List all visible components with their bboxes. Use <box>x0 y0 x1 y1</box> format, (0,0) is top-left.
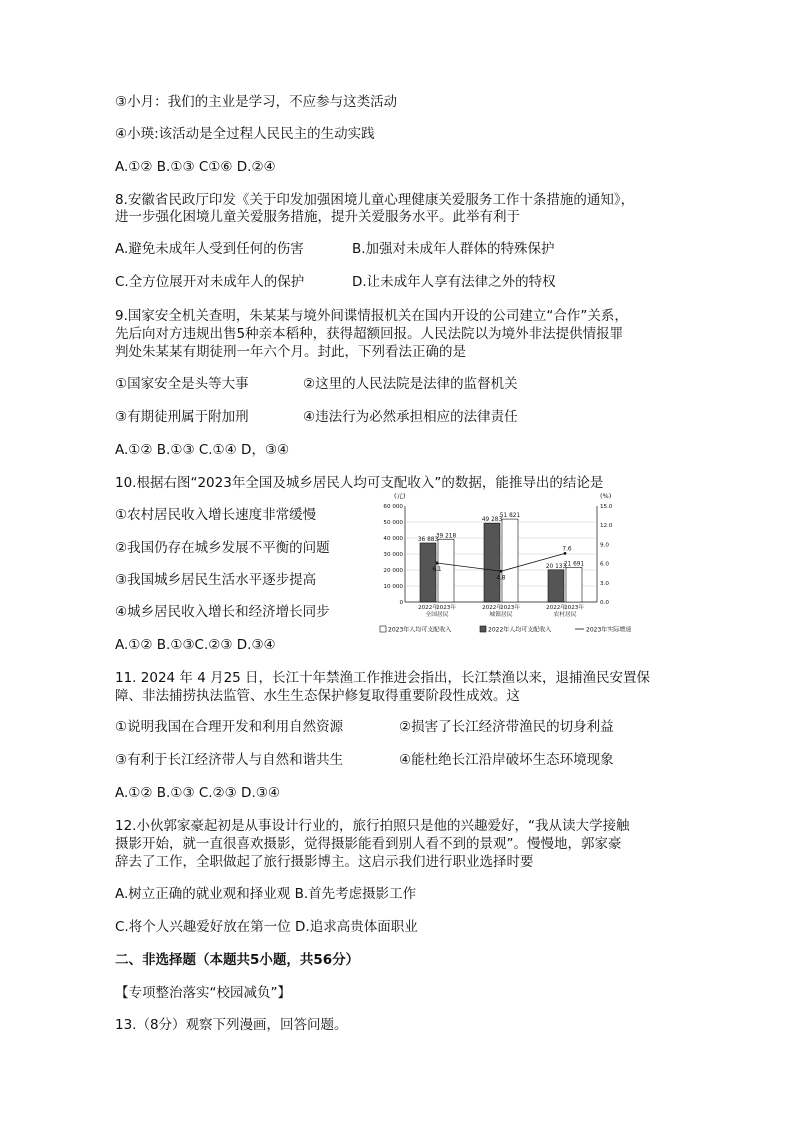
q11-stem-line-2: 障、非法捕捞执法监管、水生生态保护修复取得重要阶段性成效。这 <box>115 688 520 704</box>
left-tick-label: 60 000 <box>383 504 403 510</box>
bar-2022-value-label: 20 133 <box>545 563 567 570</box>
growth-point <box>500 570 503 573</box>
q12-stem-line-2: 摄影开始，就一直很喜欢摄影，觉得摄影能看到别人看不到的景观”。慢慢地，郭家豪 <box>115 836 622 852</box>
year-label: 2022年 <box>482 605 502 611</box>
right-axis-unit: (%) <box>600 492 612 500</box>
topic-heading: 【专项整治落实“校园减负”】 <box>115 985 291 1001</box>
q9-stem-line-2: 先后向对方违规出售5种亲本稻种，获得超额回报。人民法院以为境外非法提供情报罪 <box>115 326 624 342</box>
q7-option-4: ④小瑛:该活动是全过程人民民主的生动实践 <box>115 126 375 142</box>
q11-option-4: ④能杜绝长江沿岸破坏生态环境现象 <box>399 752 614 768</box>
q10-answers: A.①② B.①③C.②③ D.③④ <box>115 637 276 653</box>
q11-option-1: ①说明我国在合理开发和利用自然资源 <box>115 719 344 735</box>
q9-option-3: ③有期徒刑属于附加刑 <box>115 409 249 425</box>
legend-2022: 2022年人均可支配收入 <box>488 626 552 634</box>
right-tick-label: 15.0 <box>600 504 613 510</box>
q9-option-1: ①国家安全是头等大事 <box>115 376 249 392</box>
bar-2023-value-label: 51 821 <box>499 513 521 520</box>
year-label: 2022年 <box>418 605 438 611</box>
left-tick-label: 20 000 <box>383 568 403 574</box>
year-label: 2022年 <box>546 605 566 611</box>
growth-value-label: 6.1 <box>432 566 442 573</box>
right-tick-label: 3.0 <box>600 580 609 587</box>
left-tick-label: 0 <box>399 600 403 606</box>
left-tick-label: 50 000 <box>383 520 403 526</box>
q9-answers: A.①② B.①③ C.①④ D，③④ <box>115 442 290 458</box>
q8-stem-line-1: 8.安徽省民政厅印发《关于印发加强困境儿童心理健康关爱服务工作十条措施的通知》， <box>115 192 635 208</box>
bar-2023-value-label: 39 218 <box>435 533 457 540</box>
bar-2023 <box>566 567 582 602</box>
income-chart <box>372 490 652 640</box>
q9-option-4: ④违法行为必然承担相应的法律责任 <box>303 409 518 425</box>
legend-swatch-2022 <box>480 626 486 632</box>
right-tick-label: 0.0 <box>600 600 609 606</box>
legend-swatch-2023 <box>380 626 386 632</box>
bar-2022-value-label: 36 883 <box>417 536 439 543</box>
q13-stem: 13.（8分）观察下列漫画，回答问题。 <box>115 1017 348 1033</box>
q12-stem-line-3: 辞去了工作，全职做起了旅行摄影博主。这启示我们进行职业选择时要 <box>115 854 534 870</box>
year-label: 2023年 <box>436 605 456 611</box>
right-tick-label: 12.0 <box>600 523 613 530</box>
bar-2022 <box>484 523 500 602</box>
q10-option-2: ②我国仍存在城乡发展不平衡的问题 <box>115 540 330 556</box>
q9-option-2: ②这里的人民法院是法律的监督机关 <box>303 376 518 392</box>
bar-2022 <box>548 570 564 602</box>
q8-option-d: D.让未成年人享有法律之外的特权 <box>352 274 556 290</box>
q9-stem-line-1: 9.国家安全机关查明，朱某某与境外间谍情报机关在国内开设的公司建立“合作”关系， <box>115 308 628 324</box>
q9-stem-line-3: 判处朱某某有期徒刑一年六个月。封此，下列看法正确的是 <box>115 344 466 360</box>
q7-option-3: ③小月：我们的主业是学习，不应参与这类活动 <box>115 94 398 110</box>
left-tick-label: 30 000 <box>383 552 403 558</box>
growth-value-label: 4.8 <box>496 575 506 582</box>
year-label: 2023年 <box>500 605 520 611</box>
q10-option-4: ④城乡居民收入增长和经济增长同步 <box>115 604 330 620</box>
q12-options-cd: C.将个人兴趣爱好放在第一位 D.追求高贵体面职业 <box>115 919 418 935</box>
group-label: 城镇居民 <box>489 612 513 618</box>
left-tick-label: 10 000 <box>383 584 403 590</box>
q7-answers: A.①② B.①③ C①⑥ D.②④ <box>115 159 276 175</box>
right-tick-label: 6.0 <box>600 561 609 568</box>
legend-2023: 2023年人均可支配收入 <box>388 626 452 634</box>
left-axis-unit: (元) <box>394 492 406 500</box>
q12-stem-line-1: 12.小伙郭家豪起初是从事设计行业的，旅行拍照只是他的兴趣爱好，“我从读大学接触 <box>115 818 630 834</box>
q8-stem-line-2: 进一步强化困境儿童关爱服务措施，提升关爱服务水平。此举有利于 <box>115 209 520 225</box>
q11-option-2: ②损害了长江经济带渔民的切身利益 <box>399 719 614 735</box>
growth-point <box>564 552 567 555</box>
group-label: 农村居民 <box>553 612 577 618</box>
section-heading: 二、非选择题（本题共5小题，共56分） <box>115 952 360 968</box>
year-label: 2023年 <box>564 605 584 611</box>
q11-stem-line-1: 11. 2024 年 4 月25 日，长江十年禁渔工作推进会指出，长江禁渔以来，退捕渔民安置保 <box>115 670 651 686</box>
bar-2023-value-label: 21 691 <box>563 561 585 568</box>
q8-option-b: B.加强对未成年人群体的特殊保护 <box>352 241 555 257</box>
q11-answers: A.①② B.①③ C.②③ D.③④ <box>115 785 280 801</box>
bar-2023 <box>502 519 518 602</box>
q10-option-1: ①农村居民收入增长速度非常缓慢 <box>115 507 317 523</box>
q11-option-3: ③有利于长江经济带人与自然和谐共生 <box>115 752 344 768</box>
group-label: 全国居民 <box>425 612 449 618</box>
growth-point <box>436 562 439 565</box>
growth-value-label: 7.6 <box>562 546 572 553</box>
q8-option-a: A.避免未成年人受到任何的伤害 <box>115 241 304 257</box>
left-tick-label: 40 000 <box>383 536 403 542</box>
bar-2022-value-label: 49 283 <box>481 517 503 524</box>
q12-options-ab: A.树立正确的就业观和择业观 B.首先考虑摄影工作 <box>115 886 417 902</box>
q10-option-3: ③我国城乡居民生活水平逐步提高 <box>115 572 317 588</box>
legend-growth: 2023年实际增速 <box>586 626 632 634</box>
q8-option-c: C.全方位展开对未成年人的保护 <box>115 274 305 290</box>
right-tick-label: 9.0 <box>600 542 609 549</box>
q10-stem: 10.根据右图“2023年全国及城乡居民人均可支配收入”的数据，能推导出的结论是 <box>115 475 604 491</box>
